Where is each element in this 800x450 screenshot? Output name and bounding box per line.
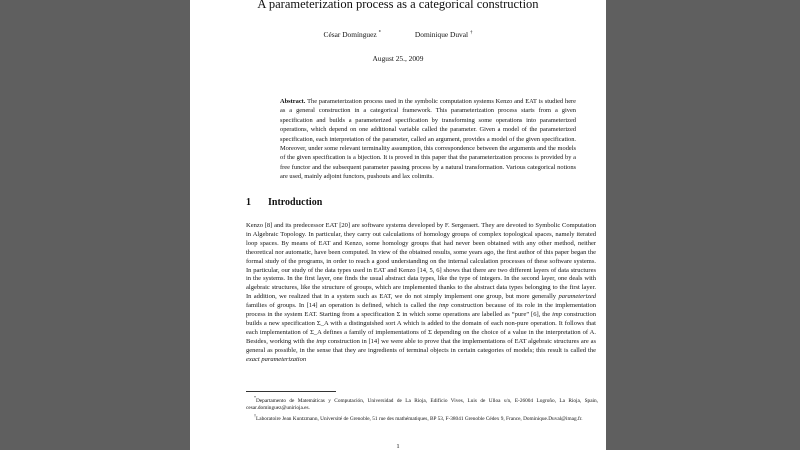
footnote: †Laboratoire Jean Kuntzmann, Université de Grenoble, 51 rue des mathématiques, BP 53, F-38041 Grenoble Cédex 9, France, Dominique.Duval@imag.fr. — [254, 413, 583, 422]
paper-page — [190, 0, 606, 450]
abstract — [280, 97, 576, 182]
section-number: 1 — [246, 197, 251, 208]
footnotes — [246, 394, 598, 423]
author: Dominique Duval † — [414, 30, 473, 39]
section-title: Introduction — [268, 197, 323, 208]
body-paragraph: Kenzo [8] and its predecessor EAT [20] are software systems developed by F. Sergeraert. They are devoted to Symbolic Computation in Algebraic Topology. In particular, they carry out calculations of homology groups of complex topological spaces, namely iterated loop spaces. By means of EAT and Kenzo, some homology groups that had never been obtained with any other method, neither theoretical nor automatic, have been computed. In view of the obtained results, some years ago, the first author of this paper began the formal study of the programs, in order to reach a good understanding on the internal calculation processes of these software systems. In particular, our study of the data types used in EAT and Kenzo [14, 5, 6] shows that there are two different layers of data structures in the systems. In the first layer, one finds the usual abstract data types, like the type of integers. In the second layer, one deals with algebraic structures, like the structure of groups, which are implemented thanks to the abstract data types belonging to the first layer. In addition, we realized that in a system such as EAT, we do not simply implement one group, but more generally parameterized families of groups. In [14] an operation is defined, which is called the imp construction because of its role in the implementation process in the system EAT. Starting from a specification Σ in which some operations are labelled as “pure” [6], the imp construction builds a new specification Σ_A with a distinguished sort A which is added to the domain of each non-pure operation. It follows that each implementation of Σ_A defines a family of implementations of Σ depending on the choice of a value in the interpretation of A. Besides, working with the imp construction in [14] we were able to prove that the implementations of EAT algebraic structures are as general as possible, in the sense that they are ingredients of terminal objects in certain categories of models; this result is called the exact parameterization — [246, 222, 597, 363]
author: César Domínguez * — [323, 30, 382, 39]
paper-title: A parameterization process as a categorical construction — [257, 0, 539, 11]
abstract-label: Abstract. — [280, 98, 306, 105]
author-list — [190, 30, 606, 39]
page-number: 1 — [396, 443, 400, 450]
abstract-text: The parameterization process used in the symbolic computation systems Kenzo and EAT is studied here as a general construction in a categorical framework. This parameterization process starts from a given specification and builds a parameterized specification by transforming some operations into parameterized operations, which depend on one additional variable called the parameter. Given a model of the parameterized specification, each interpretation of the parameter, called an argument, provides a model of the given specification. Moreover, under some relevant terminality assumption, this correspondence between the arguments and the models of the given specification is a bijection. It is proved in this paper that the parameterization process is provided by a free functor and the subsequent parameter passing process by a natural transformation. Various categorical notions are used, mainly adjoint functors, pushouts and lax colimits. — [280, 98, 577, 181]
section-heading — [246, 197, 322, 208]
paper-date: August 25., 2009 — [372, 54, 424, 63]
footnote-rule — [246, 391, 336, 392]
footnote: *Departamento de Matemáticas y Computación, Universidad de La Rioja, Edificio Vives, Luis de Ulloa s/n, E-26004 Logroño, La Rioja, Spain, cesar.dominguez@unirioja.es. — [246, 395, 598, 411]
